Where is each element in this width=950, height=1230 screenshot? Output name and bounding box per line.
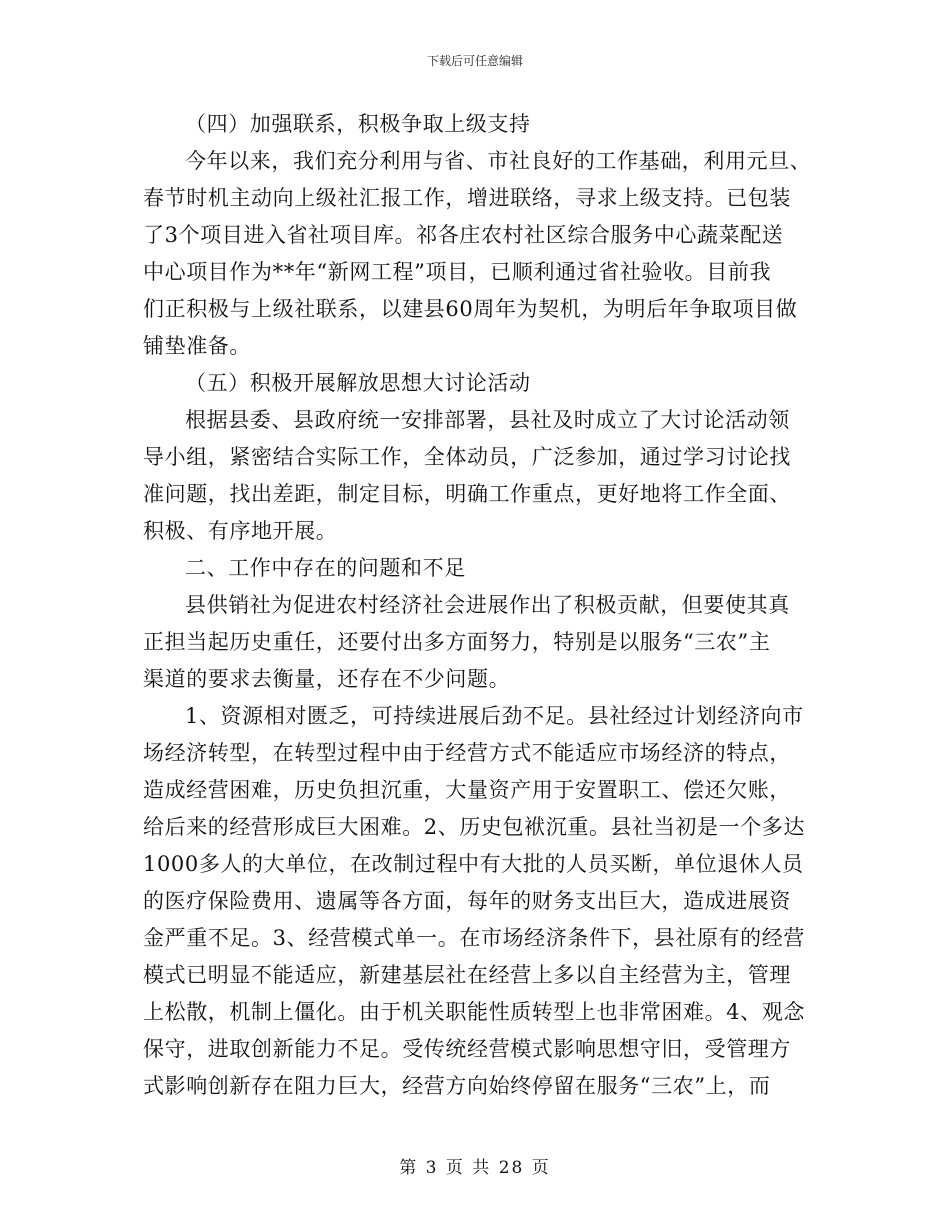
paragraph-line: 春节时机主动向上级社汇报工作，增进联络，寻求上级支持。已包装	[143, 186, 791, 210]
paragraph-line: 保守，进取创新能力不足。受传统经营模式影响思想守旧，受管理方	[143, 1037, 791, 1061]
paragraph-line: 们正积极与上级社联系，以建县60周年为契机，为明后年争取项目做	[143, 297, 798, 321]
paragraph-line: 金严重不足。3、经营模式单一。在市场经济条件下，县社原有的经营	[143, 926, 805, 950]
paragraph-line: 正担当起历史重任，还要付出多方面努力，特别是以服务“三农”主	[143, 630, 771, 654]
paragraph-line: 模式已明显不能适应，新建基层社在经营上多以自主经营为主，管理	[143, 963, 791, 987]
paragraph-line: 中心项目作为**年“新网工程”项目，已顺利通过省社验收。目前我	[143, 260, 772, 284]
paragraph-line: 导小组，紧密结合实际工作，全体动员，广泛参加，通过学习讨论找	[143, 445, 791, 469]
paragraph-line: 场经济转型，在转型过程中由于经营方式不能适应市场经济的特点，	[143, 741, 791, 765]
paragraph-line: 积极、有序地开展。	[143, 519, 338, 543]
heading-section-4: （四）加强联系，积极争取上级支持	[185, 112, 531, 136]
paragraph-line: 铺垫准备。	[143, 334, 251, 358]
paragraph-line: 1、资源相对匮乏，可持续进展后劲不足。县社经过计划经济向市	[185, 704, 804, 728]
paragraph-line: 准问题，找出差距，制定目标，明确工作重点，更好地将工作全面、	[143, 482, 791, 506]
paragraph-line: 式影响创新存在阻力巨大，经营方向始终停留在服务“三农”上，而	[143, 1074, 771, 1098]
paragraph-line: 今年以来，我们充分利用与省、市社良好的工作基础，利用元旦、	[185, 149, 812, 173]
page-number-footer: 第 3 页 共 28 页	[399, 1158, 551, 1178]
paragraph-line: 根据县委、县政府统一安排部署，县社及时成立了大讨论活动领	[185, 408, 790, 432]
heading-section-5: （五）积极开展解放思想大讨论活动	[185, 371, 531, 395]
paragraph-line: 造成经营困难，历史负担沉重，大量资产用于安置职工、偿还欠账，	[143, 778, 791, 802]
paragraph-line: 的医疗保险费用、遗属等各方面，每年的财务支出巨大，造成进展资	[143, 889, 791, 913]
paragraph-line: 1000多人的大单位，在改制过程中有大批的人员买断，单位退休人员	[143, 852, 804, 876]
paragraph-line: 渠道的要求去衡量，还存在不少问题。	[143, 667, 511, 691]
paragraph-line: 县供销社为促进农村经济社会进展作出了积极贡献，但要使其真	[185, 593, 790, 617]
paragraph-line: 给后来的经营形成巨大困难。2、历史包袱沉重。县社当初是一个多达	[143, 815, 805, 839]
header-note: 下载后可任意编辑	[426, 54, 523, 68]
heading-section-2: 二、工作中存在的问题和不足	[185, 556, 466, 580]
paragraph-line: 上松散，机制上僵化。由于机关职能性质转型上也非常困难。4、观念	[143, 1000, 805, 1024]
paragraph-line: 了3个项目进入省社项目库。祁各庄农村社区综合服务中心蔬菜配送	[143, 223, 784, 247]
